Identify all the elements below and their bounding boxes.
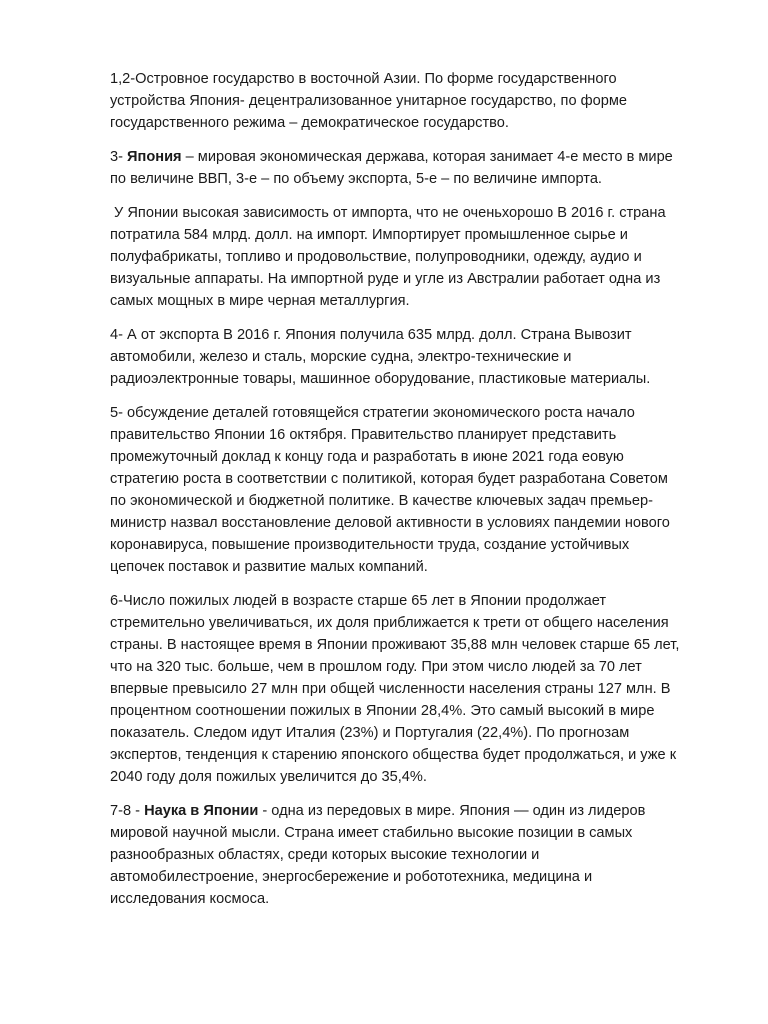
text-line: 2040 году доля пожилых увеличится до 35,4%. (110, 769, 427, 785)
text-line: промежуточный доклад к концу года и разработать в июне 2021 года еовую (110, 449, 624, 465)
bold-term: Наука в Японии (144, 803, 259, 819)
text-line (110, 146, 716, 168)
text-line: полуфабрикаты, топливо и продовольствие, полупроводники, одежду, аудио и (110, 249, 642, 265)
text-line: У Японии высокая зависимость от импорта, что не оченьхорошо В 2016 г. страна (110, 205, 666, 221)
text-line: страны. В настоящее время в Японии проживают 35,88 млн человек старше 65 лет, (110, 637, 680, 653)
paragraph-3 (110, 202, 716, 312)
text-line: 4- А от экспорта В 2016 г. Япония получила 635 млрд. долл. Страна Вывозит (110, 327, 632, 343)
text-line: радиоэлектронные товары, машинное оборудование, пластиковые материалы. (110, 371, 651, 387)
text-line: 1,2-Островное государство в восточной Азии. По форме государственного (110, 71, 617, 87)
text-line: процентном соотношении пожилых в Японии 28,4%. Это самый высокий в мире (110, 703, 655, 719)
text-fragment: – мировая экономическая держава, которая занимает 4-е место в мире (181, 149, 673, 165)
text-line: исследования космоса. (110, 891, 270, 907)
paragraph-4 (110, 324, 716, 390)
bold-term: Япония (127, 149, 182, 165)
text-line: автомобилестроение, энергосбережение и робототехника, медицина и (110, 869, 593, 885)
paragraph-7 (110, 800, 716, 910)
paragraph-2 (110, 146, 716, 190)
paragraph-5 (110, 402, 716, 578)
paragraph-number: 3- (110, 149, 128, 165)
text-line: по экономической и бюджетной политике. В качестве ключевых задач премьер- (110, 493, 653, 509)
text-line: экспертов, тенденция к старению японского общества будет продолжаться, и уже к (110, 747, 677, 763)
document-page (110, 68, 716, 922)
text-fragment: - одна из передовых в мире. Япония — один из лидеров (258, 803, 646, 819)
text-line: стратегию роста в соответствии с политикой, которая будет разработана Советом (110, 471, 668, 487)
text-line: визуальные аппараты. На импортной руде и угле из Австралии работает одна из (110, 271, 661, 287)
text-line: коронавируса, повышение производительности труда, создание устойчивых (110, 537, 630, 553)
text-line: 5- обсуждение деталей готовящейся стратегии экономического роста начало (110, 405, 635, 421)
text-line: правительство Японии 16 октября. Правительство планирует представить (110, 427, 617, 443)
text-line: потратила 584 млрд. долл. на импорт. Импортирует промышленное сырье и (110, 227, 628, 243)
text-line: самых мощных в мире черная металлургия. (110, 293, 410, 309)
paragraph-6 (110, 590, 716, 788)
text-line: впервые превысило 27 млн при общей численности населения страны 127 млн. В (110, 681, 671, 697)
text-line: что на 320 тыс. больше, чем в прошлом году. При этом число людей за 70 лет (110, 659, 642, 675)
paragraph-number: 7-8 - (110, 803, 145, 819)
text-line: министр назвал восстановление деловой активности в условиях пандемии нового (110, 515, 670, 531)
text-line: показатель. Следом идут Италия (23%) и Португалия (22,4%). По прогнозам (110, 725, 630, 741)
text-line: мировой научной мысли. Страна имеет стабильно высокие позиции в самых (110, 825, 633, 841)
text-line: устройства Япония- децентрализованное унитарное государство, по форме (110, 93, 628, 109)
text-line: государственного режима – демократическое государство. (110, 115, 509, 131)
text-line: по величине ВВП, 3-е – по объему экспорта, 5-е – по величине импорта. (110, 171, 602, 187)
text-line: автомобили, железо и сталь, морские судна, электро-технические и (110, 349, 572, 365)
text-line: цепочек поставок и развитие малых компаний. (110, 559, 428, 575)
text-line: стремительно увеличиваться, их доля приближается к трети от общего населения (110, 615, 669, 631)
text-line: 6-Число пожилых людей в возрасте старше 65 лет в Японии продолжает (110, 593, 607, 609)
paragraph-1 (110, 68, 716, 134)
text-line: разнообразных областях, среди которых высокие технологии и (110, 847, 540, 863)
text-line (110, 800, 716, 822)
